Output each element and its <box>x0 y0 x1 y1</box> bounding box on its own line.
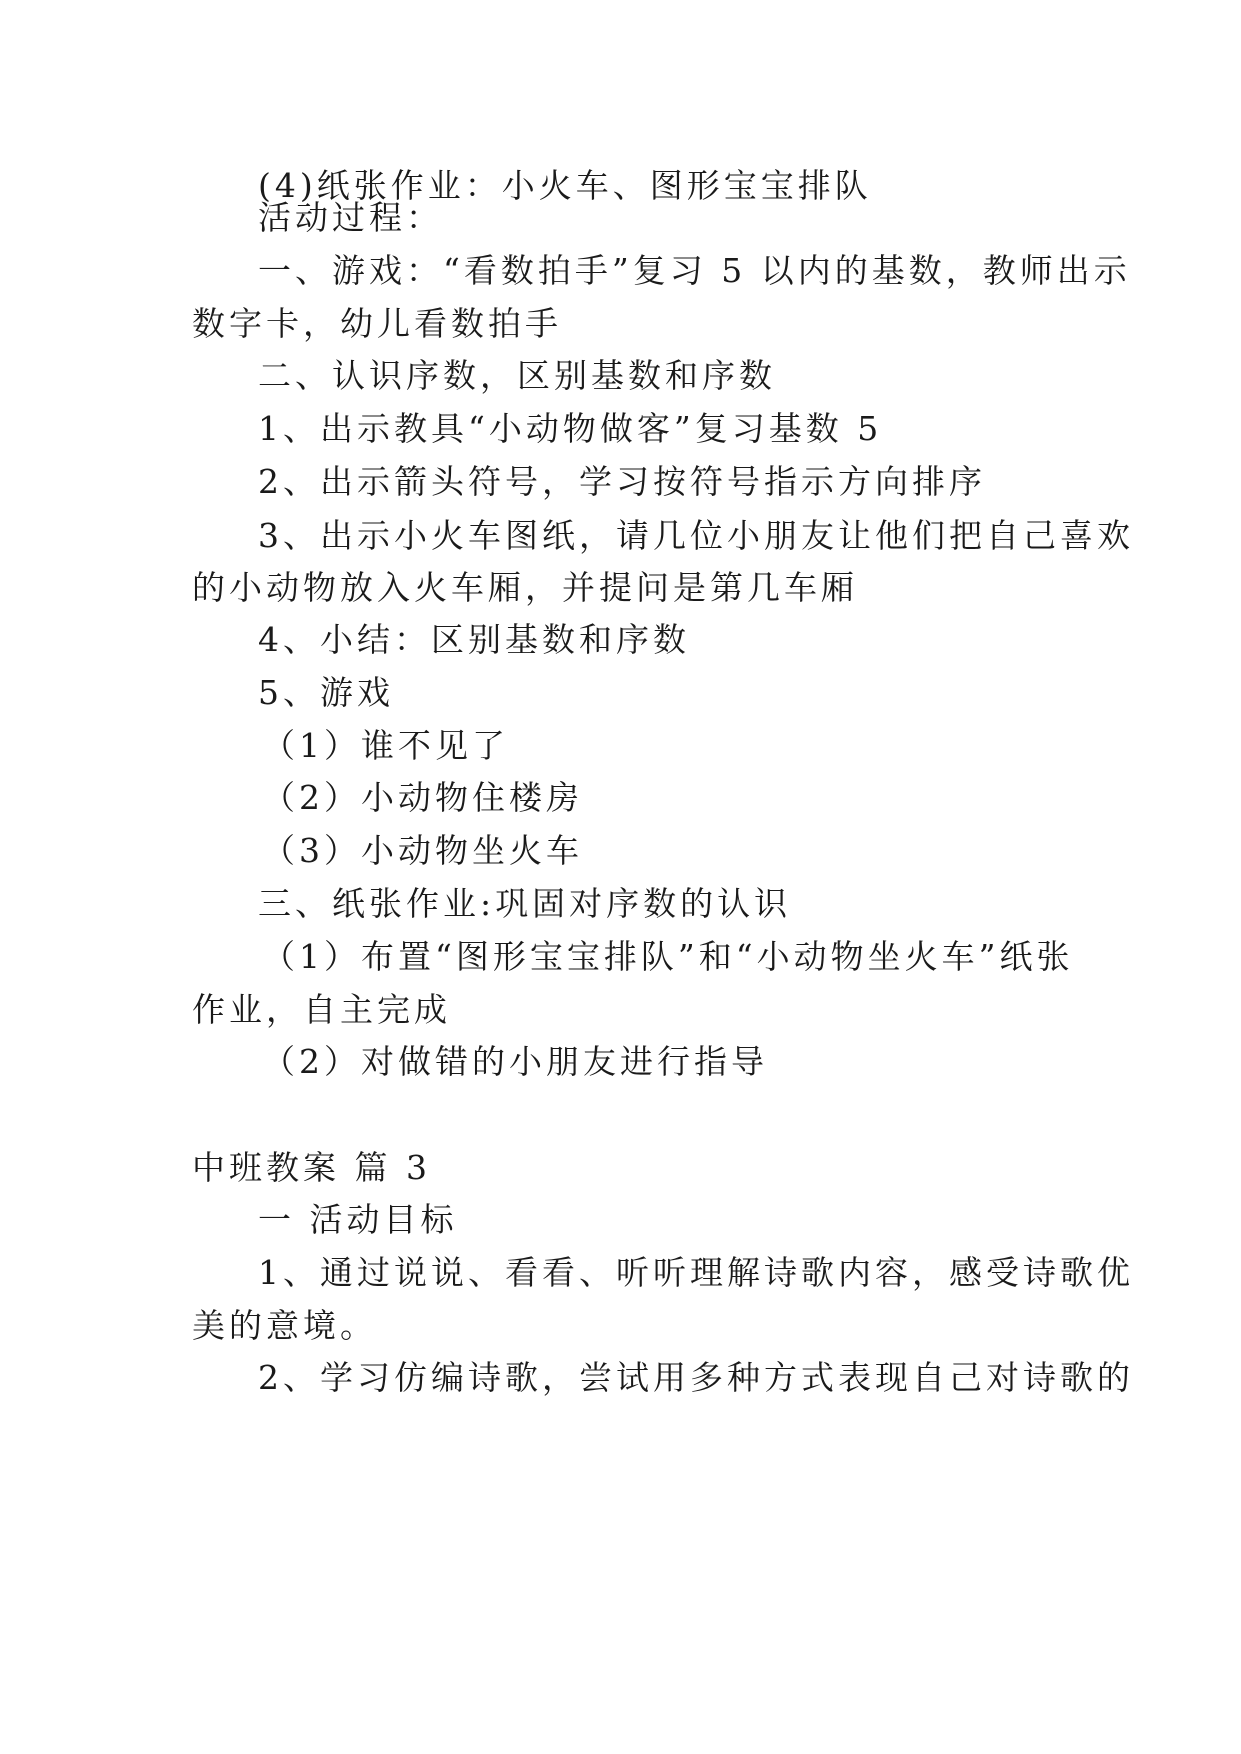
paragraph-line: 2、出示箭头符号，学习按符号指示方向排序 <box>258 462 986 501</box>
paragraph-line: 的小动物放入火车厢，并提问是第几车厢 <box>192 568 858 607</box>
paragraph-line: (4)纸张作业：小火车、图形宝宝排队 <box>258 166 872 205</box>
paragraph-line: 一、游戏：“看数拍手”复习 5 以内的基数，教师出示 <box>258 251 1131 290</box>
paragraph-line: 二、认识序数，区别基数和序数 <box>258 356 776 395</box>
paragraph-line: 活动过程： <box>258 198 443 237</box>
paragraph-line: （1）谁不见了 <box>262 726 509 765</box>
paragraph-line: 三、纸张作业:巩固对序数的认识 <box>258 884 792 923</box>
paragraph-line: （2）小动物住楼房 <box>262 778 583 817</box>
paragraph-line: 数字卡，幼儿看数拍手 <box>192 304 562 343</box>
paragraph-line: 作业，自主完成 <box>192 990 451 1029</box>
paragraph-line: （3）小动物坐火车 <box>262 831 583 870</box>
paragraph-line: 美的意境。 <box>192 1306 377 1345</box>
paragraph-line: 4、小结：区别基数和序数 <box>258 620 690 659</box>
paragraph-line: （1）布置“图形宝宝排队”和“小动物坐火车”纸张 <box>262 937 1074 976</box>
paragraph-line: 1、通过说说、看看、听听理解诗歌内容，感受诗歌优 <box>258 1253 1134 1292</box>
paragraph-line: 一 活动目标 <box>258 1200 458 1239</box>
paragraph-line: 2、学习仿编诗歌，尝试用多种方式表现自己对诗歌的 <box>258 1358 1134 1397</box>
paragraph-line: 1、出示教具“小动物做客”复习基数 5 <box>258 409 883 448</box>
paragraph-line: 5、游戏 <box>258 673 394 712</box>
paragraph-line: 3、出示小火车图纸，请几位小朋友让他们把自己喜欢 <box>258 516 1134 555</box>
paragraph-line: （2）对做错的小朋友进行指导 <box>262 1042 768 1081</box>
section-heading: 中班教案 篇 3 <box>192 1148 431 1187</box>
